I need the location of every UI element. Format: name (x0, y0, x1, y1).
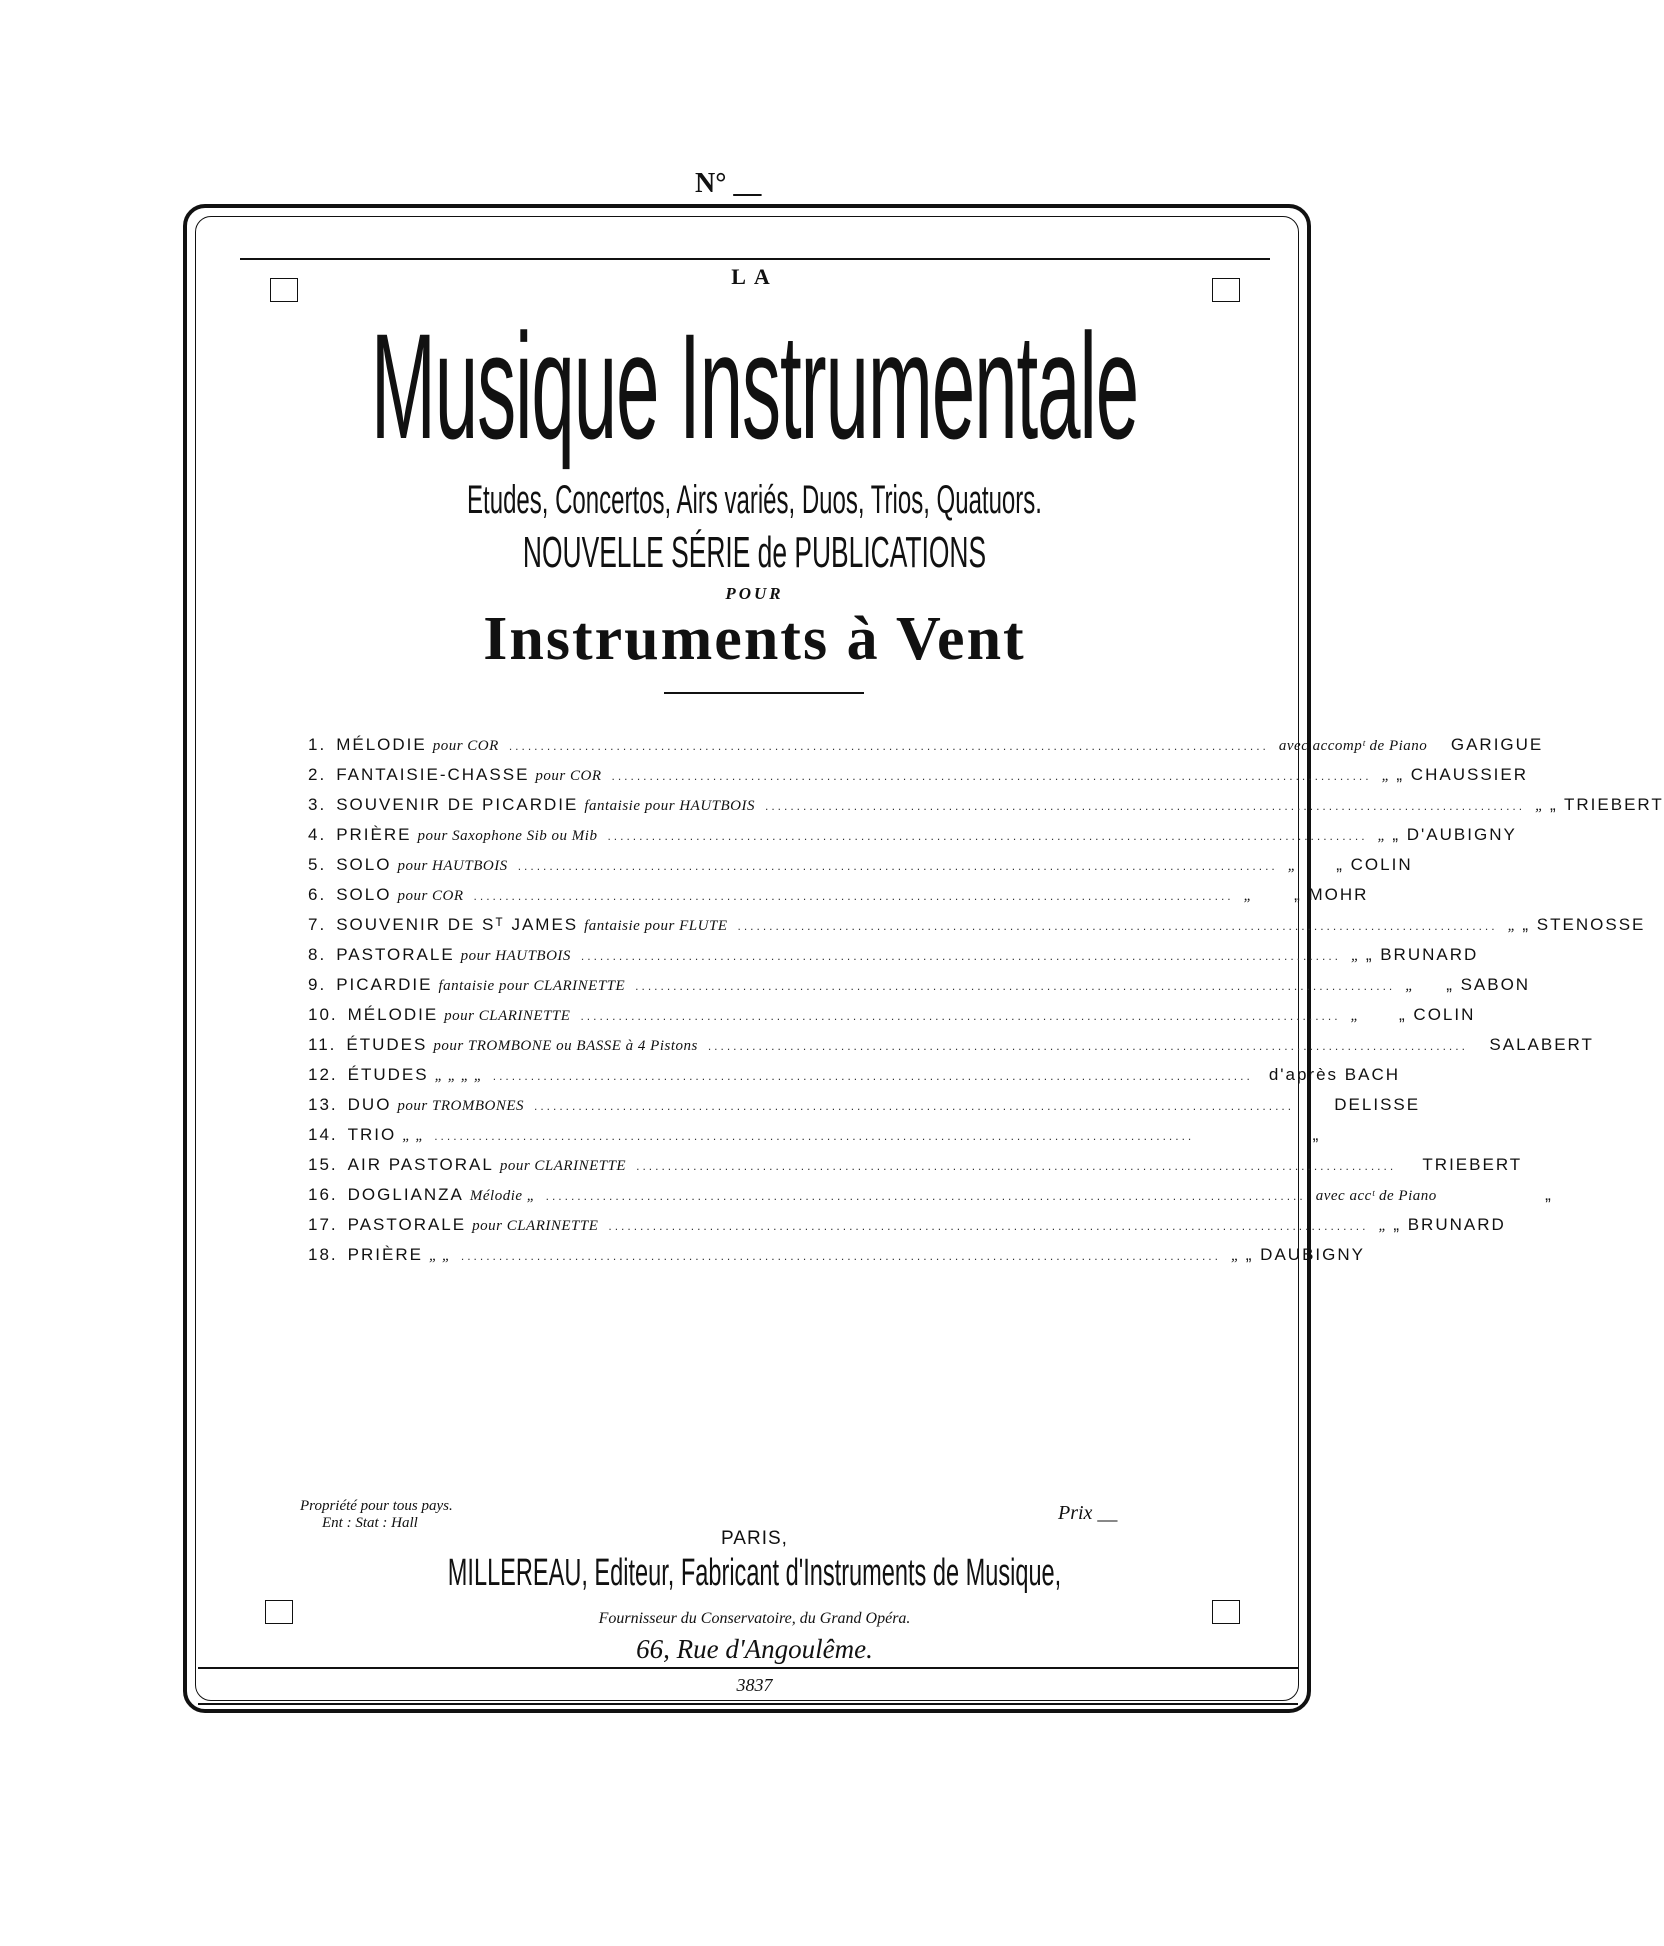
catalogue-item (308, 1065, 1400, 1095)
item-description: pour TROMBONE ou BASSE à 4 Pistons (433, 1038, 698, 1054)
dot-leader: ........................................................................................................................ (608, 1219, 1369, 1233)
item-title: PRIÈRE (347, 1245, 423, 1264)
item-description: „ „ (428, 1248, 451, 1264)
dot-leader: ........................................................................................................................ (707, 1039, 1468, 1053)
catalogue-item (308, 945, 1479, 975)
item-description: pour TROMBONES (397, 1098, 525, 1114)
item-number: 4. (308, 825, 327, 844)
divider (664, 692, 864, 694)
item-title: TRIO (347, 1125, 397, 1144)
item-composer: „ STENOSSE (1522, 915, 1646, 934)
dot-leader: ........................................................................................................................ (765, 799, 1526, 813)
item-note: „ (1287, 858, 1297, 874)
catalogue-item (308, 1035, 1594, 1065)
item-note: „ (1535, 798, 1544, 814)
item-number: 17. (308, 1215, 338, 1234)
item-note: „ (1230, 1248, 1240, 1264)
item-number: 16. (308, 1185, 338, 1204)
dot-leader: ........................................................................................................................ (607, 829, 1368, 843)
address: 66, Rue d'Angoulême. (636, 1634, 873, 1664)
instruments-title: Instruments à Vent (483, 605, 1026, 673)
item-description: pour CLARINETTE (499, 1158, 627, 1174)
item-title: ÉTUDES (346, 1035, 428, 1054)
dot-leader: ........................................................................................................................ (635, 979, 1396, 993)
item-note: avec accompᵗ de Piano (1278, 738, 1428, 754)
catalogue-item (308, 1095, 1421, 1125)
item-description: pour CLARINETTE (472, 1218, 599, 1234)
series-title: NOUVELLE SÉRIE de PUBLICATIONS (522, 528, 987, 577)
title-article: LA (731, 264, 778, 289)
city: PARIS, (721, 1528, 788, 1549)
dot-leader: ........................................................................................................................ (580, 1009, 1341, 1023)
item-title: MÉLODIE (347, 1005, 439, 1024)
item-number: 7. (308, 915, 327, 934)
item-number: 6. (308, 885, 327, 904)
item-number: 5. (308, 855, 327, 874)
item-description: pour HAUTBOIS (397, 858, 508, 874)
top-ornament-line (240, 258, 1270, 260)
dot-leader: ........................................................................................................................ (611, 769, 1372, 783)
item-number: 10. (308, 1005, 338, 1024)
item-number: 13. (308, 1095, 338, 1114)
item-note: „ (1350, 948, 1360, 964)
catalogue-item (308, 855, 1413, 885)
item-composer: „ MOHR (1294, 885, 1369, 904)
item-description: fantaisie pour HAUTBOIS (584, 798, 756, 814)
item-number: 9. (308, 975, 327, 994)
item-note: „ (1378, 1218, 1388, 1234)
main-title: Musique Instrumentale (370, 302, 1139, 470)
item-description: „ „ (402, 1128, 425, 1144)
catalogue-item (308, 1215, 1506, 1245)
price-label: Prix __ (1058, 1502, 1118, 1524)
item-title: PASTORALE (336, 945, 455, 964)
item-title: PRIÈRE (336, 825, 412, 844)
item-composer: „ BRUNARD (1393, 1215, 1506, 1234)
item-description: pour COR (432, 738, 499, 754)
number-label: N° __ (695, 168, 762, 199)
item-number: 2. (308, 765, 327, 784)
item-description: fantaisie pour CLARINETTE (438, 978, 626, 994)
item-title: SOUVENIR DE Sᵀ JAMES (336, 915, 579, 934)
item-note: avec accᵗ de Piano (1315, 1188, 1437, 1204)
rights-text: Propriété pour tous pays. (300, 1498, 453, 1514)
dot-leader: ........................................................................................................................ (460, 1249, 1221, 1263)
catalogue-item (308, 915, 1646, 945)
item-number: 1. (308, 735, 327, 754)
catalogue-item (308, 735, 1544, 765)
dot-leader: ........................................................................................................................ (508, 739, 1269, 753)
item-number: 3. (308, 795, 327, 814)
catalogue-item (308, 885, 1369, 915)
catalogue-item (308, 1125, 1321, 1155)
item-title: DUO (347, 1095, 392, 1114)
item-note: „ (1405, 978, 1415, 994)
item-composer: „ (1545, 1185, 1553, 1204)
catalogue-list (308, 735, 1664, 1275)
dot-leader: ........................................................................................................................ (492, 1069, 1253, 1083)
dot-leader: ........................................................................................................................ (580, 949, 1341, 963)
pour-label: POUR (725, 584, 784, 603)
dot-leader: ........................................................................................................................ (534, 1099, 1295, 1113)
bottom-rule (198, 1667, 1298, 1669)
item-title: MÉLODIE (336, 735, 427, 754)
item-composer: „ CHAUSSIER (1396, 765, 1528, 784)
item-composer: „ (1312, 1125, 1321, 1144)
item-number: 14. (308, 1125, 338, 1144)
item-description: „ „ „ „ (434, 1068, 483, 1084)
item-number: 15. (308, 1155, 338, 1174)
item-description: pour COR (535, 768, 602, 784)
dot-leader: ........................................................................................................................ (473, 889, 1234, 903)
item-description: pour CLARINETTE (444, 1008, 571, 1024)
item-composer: SALABERT (1489, 1035, 1594, 1054)
item-description: pour Saxophone Sib ou Mib (417, 828, 598, 844)
supplier: Fournisseur du Conservatoire, du Grand Opéra. (598, 1610, 911, 1627)
item-composer: „ COLIN (1336, 855, 1413, 874)
item-number: 18. (308, 1245, 338, 1264)
item-number: 12. (308, 1065, 338, 1084)
dot-leader: ........................................................................................................................ (636, 1159, 1397, 1173)
item-note: „ (1350, 1008, 1360, 1024)
item-title: PICARDIE (336, 975, 433, 994)
item-note: „ (1377, 828, 1387, 844)
rights-notice (300, 1498, 453, 1532)
item-description: pour HAUTBOIS (460, 948, 571, 964)
item-composer: „ D'AUBIGNY (1392, 825, 1517, 844)
item-title: ÉTUDES (347, 1065, 429, 1084)
item-description: fantaisie pour FLUTE (584, 918, 728, 934)
catalogue-item (308, 975, 1531, 1005)
subtitle-genres: Etudes, Concertos, Airs variés, Duos, Trios, Quatuors. (467, 478, 1042, 522)
item-composer: d'après BACH (1268, 1065, 1400, 1084)
item-composer: TRIEBERT (1422, 1155, 1523, 1174)
item-composer: „ COLIN (1399, 1005, 1476, 1024)
item-composer: „ SABON (1446, 975, 1531, 994)
catalogue-item (308, 1185, 1553, 1215)
catalogue-item (308, 1245, 1365, 1275)
item-composer: „ BRUNARD (1365, 945, 1479, 964)
catalogue-item (308, 825, 1517, 855)
item-description: pour COR (397, 888, 464, 904)
item-title: AIR PASTORAL (347, 1155, 494, 1174)
catalogue-item (308, 1005, 1476, 1035)
item-title: SOUVENIR DE PICARDIE (336, 795, 579, 814)
registration-text: Ent : Stat : Hall (322, 1515, 418, 1531)
item-composer: DELISSE (1334, 1095, 1421, 1114)
item-title: DOGLIANZA (347, 1185, 464, 1204)
item-note: „ (1507, 918, 1517, 934)
item-title: SOLO (336, 855, 392, 874)
catalogue-item (308, 765, 1528, 795)
catalogue-item (308, 795, 1664, 825)
item-note: „ (1381, 768, 1391, 784)
catalogue-item (308, 1155, 1523, 1185)
item-description: Mélodie „ (469, 1188, 536, 1204)
item-note: „ (1243, 888, 1253, 904)
dot-leader: ........................................................................................................................ (434, 1129, 1195, 1143)
plate-number: 3837 (736, 1675, 773, 1695)
dot-leader: ........................................................................................................................ (737, 919, 1498, 933)
item-title: PASTORALE (347, 1215, 467, 1234)
item-title: SOLO (336, 885, 392, 904)
item-title: FANTAISIE-CHASSE (336, 765, 530, 784)
item-composer: „ DAUBIGNY (1245, 1245, 1365, 1264)
bottom-rule (198, 1703, 1298, 1705)
dot-leader: ........................................................................................................................ (545, 1189, 1306, 1203)
item-number: 8. (308, 945, 327, 964)
item-composer: „ TRIEBERT (1549, 795, 1664, 814)
publisher: MILLEREAU, Editeur, Fabricant d'Instruments de Musique, (447, 1552, 1062, 1594)
item-number: 11. (308, 1035, 337, 1054)
dot-leader: ........................................................................................................................ (517, 859, 1278, 873)
item-composer: GARIGUE (1450, 735, 1544, 754)
